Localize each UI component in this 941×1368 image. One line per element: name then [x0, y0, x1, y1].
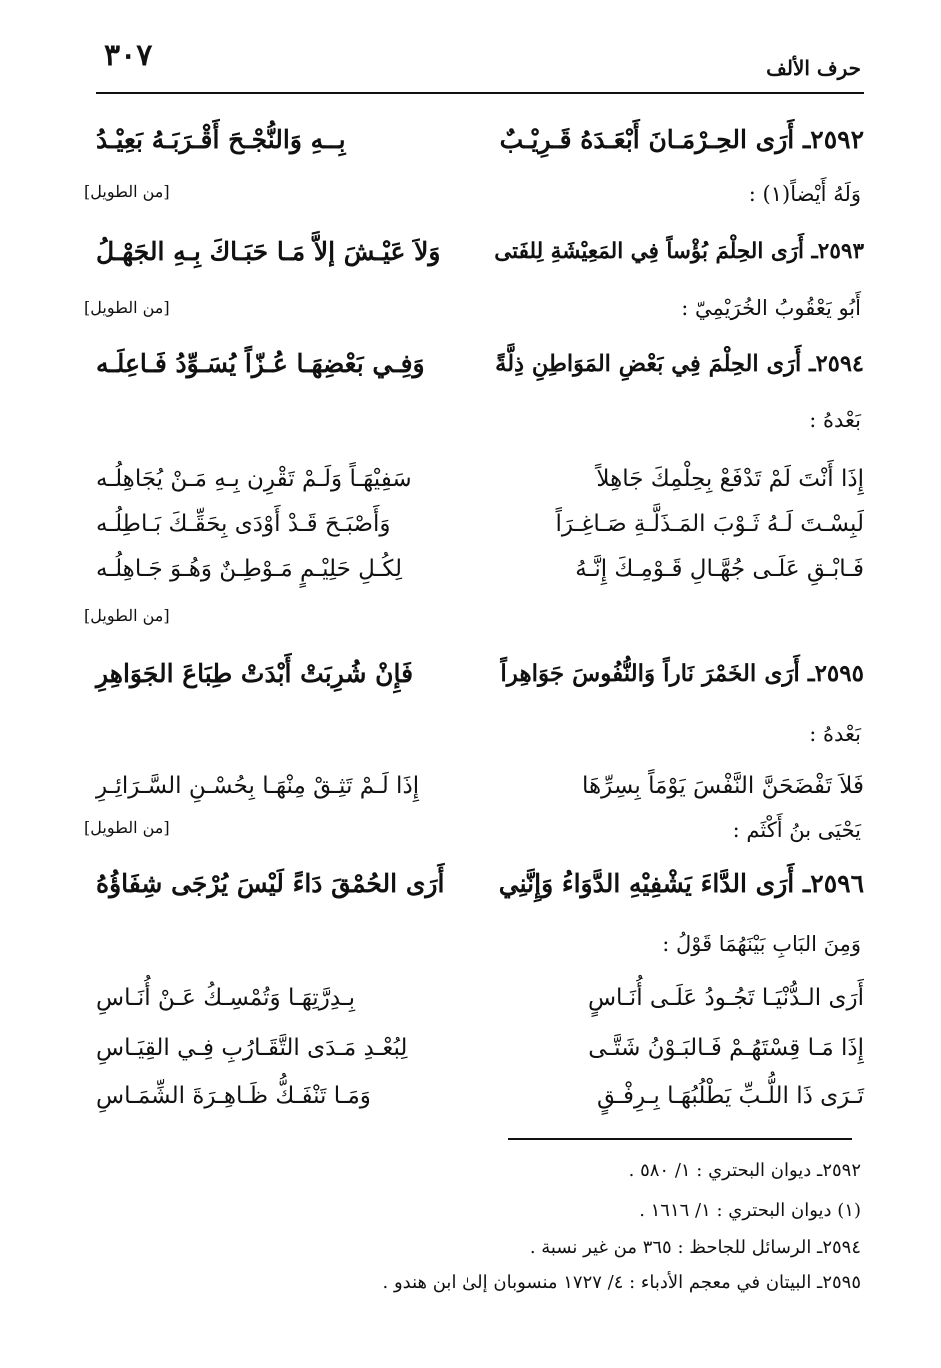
hemistich-first: فَـابْـقِ عَلَـى جُهَّـالِ قَـوْمِـكَ إِنَّـهُ — [575, 556, 864, 582]
meter-label: [من الطويل] — [84, 298, 170, 317]
intro-line: بَعْدهُ : — [809, 408, 861, 432]
hemistich-first: إِذَا مَـا قِسْتَهُـمْ فَـالبَـوْنُ شَتَّـى — [588, 1035, 864, 1061]
verse-2593 — [96, 228, 864, 276]
header-rule — [96, 92, 864, 94]
hemistich-first: ٢٥٩٤ـ أَرَى الحِلْمَ فِي بَعْضِ المَوَاطِنِ ذِلَّةً — [495, 351, 864, 377]
verse-2594 — [96, 340, 864, 388]
intro-line: يَحْيَى بنُ أَكْثَم : — [732, 818, 861, 842]
verse-line — [96, 500, 864, 548]
hemistich-first: فَلاَ تَفْضَحَنَّ النَّفْسَ يَوْمَاً بِسِرِّهَا — [582, 773, 864, 799]
hemistich-first: تَـرَى ذَا اللُّـبِّ يَطْلُبُهَـا بِـرِفْـقٍ — [597, 1083, 864, 1109]
running-header: حرف الألف — [766, 56, 861, 80]
hemistich-second: بِـدِرَّتِهَـا وَتُمْسِـكُ عَـنْ أُنَـاسِ — [96, 985, 356, 1011]
hemistich-first: ٢٥٩٢ـ أَرَى الحِـرْمَـانَ أَبْعَـدَهُ قَـرِيْـبٌ — [499, 125, 864, 154]
hemistich-second: لِبُعْـدِ مَـدَى التَّقَـارُبِ فِـي القِيَـاسِ — [96, 1035, 408, 1061]
footnote: (١) ديوان البحتري : ١/ ١٦١٦ . — [639, 1200, 861, 1221]
hemistich-second: وَمَـا تَنْفَـكُّ ظَـاهِـرَةَ الشِّمَـاسِ — [96, 1083, 371, 1109]
verse-line — [96, 1024, 864, 1072]
hemistich-second: سَفِيْهَـاً وَلَـمْ تَقْرِن بِـهِ مَـنْ يُجَاهِلُـه — [96, 466, 412, 492]
intro-line: أَبُو يَعْقُوبُ الخُرَيْمِيّ : — [681, 296, 861, 320]
hemistich-first: لَبِسْـتَ لَـهُ ثَـوْبَ المَـذَلَّـةِ صَـاغِـرَاً — [555, 511, 864, 537]
hemistich-second: لِكُـلِ حَلِيْـمٍ مَـوْطِـنٌ وَهُـوَ جَـاهِلُـه — [96, 556, 403, 582]
verse-line — [96, 1072, 864, 1120]
hemistich-second: فَإِنْ شُرِبَتْ أَبْدَتْ طِبَاعَ الجَوَاهِرِ — [96, 659, 414, 688]
intro-line: وَمِنَ البَابِ بَيْنَهُمَا قَوْلُ : — [662, 932, 861, 956]
meter-label: [من الطويل] — [84, 182, 170, 201]
hemistich-first: ٢٥٩٣ـ أَرَى الحِلْمَ بُؤْساً فِي المَعِيْشَةِ لِلفَتى — [494, 239, 864, 264]
footnote: ٢٥٩٢ـ ديوان البحتري : ١/ ٥٨٠ . — [628, 1160, 861, 1181]
verse-2596 — [96, 860, 864, 908]
hemistich-second: وَلاَ عَيْـشَ إلاَّ مَـا حَبَـاكَ بِـهِ الجَهْـلُ — [96, 237, 441, 266]
hemistich-first: ٢٥٩٦ـ أَرَى الدَّاءَ يَشْفِيْهِ الدَّوَاءُ وَإِنَّنِي — [498, 869, 864, 898]
hemistich-second: أَرَى الحُمْقَ دَاءً لَيْسَ يُرْجَى شِفَاؤُهُ — [96, 869, 445, 898]
hemistich-first: ٢٥٩٥ـ أَرَى الخَمْرَ نَاراً وَالنُّفُوسَ جَوَاهِراً — [500, 660, 864, 687]
meter-label: [من الطويل] — [84, 606, 170, 625]
footnote-rule — [508, 1138, 852, 1140]
hemistich-second: بِــهِ وَالنُّجْـحَ أَقْـرَبَـهُ بَعِيْـدُ — [96, 125, 346, 154]
hemistich-first: إِذَا أَنْتَ لَمْ تَدْفَعْ بِحِلْمِكَ جَاهِلاً — [596, 466, 864, 492]
page-number: ٣٠٧ — [104, 38, 153, 73]
footnote: ٢٥٩٥ـ البيتان في معجم الأدباء : ٤/ ١٧٢٧ منسوبان إلىٰ ابن هندو . — [382, 1272, 861, 1293]
verse-line — [96, 762, 864, 810]
verse-line — [96, 974, 864, 1022]
intro-line: وَلَهُ أَيْضاً(١) : — [748, 182, 861, 206]
intro-line: بَعْدهُ : — [809, 722, 861, 746]
verse-line — [96, 455, 864, 503]
footnote: ٢٥٩٤ـ الرسائل للجاحظ : ٣٦٥ من غير نسبة . — [529, 1237, 861, 1258]
verse-line — [96, 545, 864, 593]
hemistich-first: أَرَى الـدُّنْيَـا تَجُـودُ عَلَـى أُنَـاسٍ — [587, 985, 864, 1011]
hemistich-second: إِذَا لَـمْ تَثِـقْ مِنْهَـا بِحُسْـنِ السَّـرَائِـرِ — [96, 773, 420, 799]
hemistich-second: وَفِـي بَعْضِهَـا عُـزّاً يُسَـوِّدُ فَـاعِلَـه — [96, 349, 425, 378]
meter-label: [من الطويل] — [84, 818, 170, 837]
hemistich-second: وَأَصْبَـحَ قَـدْ أَوْدَى بِحَقِّـكَ بَـاطِلُـه — [96, 511, 391, 537]
verse-2592 — [96, 116, 864, 164]
verse-2595 — [96, 650, 864, 698]
